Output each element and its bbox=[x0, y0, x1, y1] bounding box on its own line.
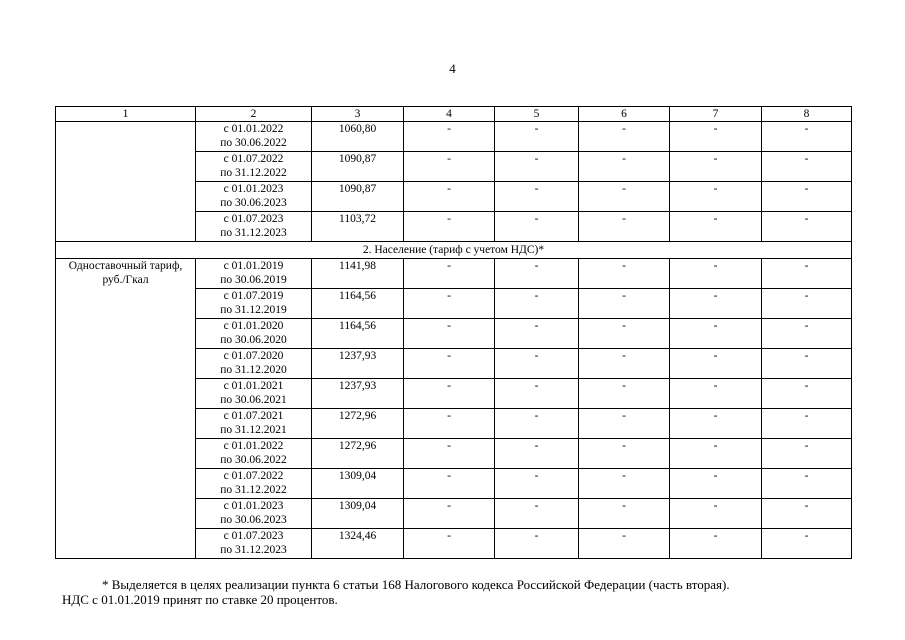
column-header-row bbox=[56, 107, 852, 122]
column-header: 1 bbox=[56, 107, 196, 122]
column-header: 4 bbox=[404, 107, 495, 122]
empty-dash-cell: - bbox=[404, 499, 495, 529]
period-from: с 01.07.2019 bbox=[223, 290, 284, 302]
period-to: по 31.12.2022 bbox=[220, 484, 287, 496]
tariff-value: 1164,56 bbox=[312, 289, 404, 319]
empty-dash-cell: - bbox=[670, 319, 762, 349]
empty-dash-cell: - bbox=[670, 289, 762, 319]
footnote-line-2: НДС с 01.01.2019 принят по ставке 20 процентов. bbox=[62, 592, 338, 607]
column-header: 2 bbox=[196, 107, 312, 122]
empty-dash-cell: - bbox=[495, 122, 579, 152]
empty-dash-cell: - bbox=[404, 212, 495, 242]
empty-dash-cell: - bbox=[495, 212, 579, 242]
empty-dash-cell: - bbox=[495, 319, 579, 349]
column-header: 8 bbox=[762, 107, 852, 122]
empty-dash-cell: - bbox=[762, 529, 852, 559]
empty-dash-cell: - bbox=[404, 289, 495, 319]
period-from: с 01.01.2019 bbox=[223, 260, 284, 272]
tariff-table bbox=[55, 106, 852, 559]
period-from: с 01.01.2020 bbox=[223, 320, 284, 332]
tariff-value: 1237,93 bbox=[312, 379, 404, 409]
period-cell bbox=[196, 212, 312, 242]
period-cell bbox=[196, 409, 312, 439]
empty-dash-cell: - bbox=[579, 529, 670, 559]
period-to: по 31.12.2019 bbox=[220, 304, 287, 316]
empty-dash-cell: - bbox=[404, 122, 495, 152]
empty-dash-cell: - bbox=[670, 499, 762, 529]
tariff-value: 1272,96 bbox=[312, 409, 404, 439]
tariff-value: 1309,04 bbox=[312, 499, 404, 529]
empty-dash-cell: - bbox=[579, 409, 670, 439]
empty-dash-cell: - bbox=[579, 182, 670, 212]
empty-dash-cell: - bbox=[495, 529, 579, 559]
period-to: по 31.12.2021 bbox=[220, 424, 287, 436]
table-body bbox=[56, 107, 852, 559]
empty-dash-cell: - bbox=[495, 409, 579, 439]
category-cell-empty bbox=[56, 122, 196, 242]
empty-dash-cell: - bbox=[404, 152, 495, 182]
empty-dash-cell: - bbox=[495, 469, 579, 499]
period-to: по 31.12.2020 bbox=[220, 364, 287, 376]
period-cell bbox=[196, 289, 312, 319]
footnote bbox=[62, 577, 852, 607]
empty-dash-cell: - bbox=[495, 182, 579, 212]
empty-dash-cell: - bbox=[579, 122, 670, 152]
period-cell bbox=[196, 379, 312, 409]
period-to: по 30.06.2022 bbox=[220, 454, 287, 466]
period-to: по 30.06.2020 bbox=[220, 334, 287, 346]
empty-dash-cell: - bbox=[762, 499, 852, 529]
footnote-line-1: * Выделяется в целях реализации пункта 6 статьи 168 Налогового кодекса Российской Федерации (часть вторая). bbox=[102, 577, 730, 592]
period-from: с 01.07.2023 bbox=[223, 530, 284, 542]
period-cell bbox=[196, 122, 312, 152]
column-header: 5 bbox=[495, 107, 579, 122]
period-from: с 01.07.2020 bbox=[223, 350, 284, 362]
tariff-value: 1090,87 bbox=[312, 152, 404, 182]
empty-dash-cell: - bbox=[762, 409, 852, 439]
period-cell bbox=[196, 349, 312, 379]
empty-dash-cell: - bbox=[670, 152, 762, 182]
tariff-value: 1272,96 bbox=[312, 439, 404, 469]
empty-dash-cell: - bbox=[762, 212, 852, 242]
period-from: с 01.01.2022 bbox=[223, 123, 284, 135]
empty-dash-cell: - bbox=[495, 349, 579, 379]
period-from: с 01.07.2021 bbox=[223, 410, 284, 422]
empty-dash-cell: - bbox=[670, 439, 762, 469]
period-cell bbox=[196, 152, 312, 182]
empty-dash-cell: - bbox=[404, 409, 495, 439]
tariff-value: 1164,56 bbox=[312, 319, 404, 349]
empty-dash-cell: - bbox=[404, 439, 495, 469]
empty-dash-cell: - bbox=[404, 182, 495, 212]
period-cell bbox=[196, 259, 312, 289]
period-from: с 01.01.2021 bbox=[223, 380, 284, 392]
empty-dash-cell: - bbox=[579, 259, 670, 289]
empty-dash-cell: - bbox=[579, 499, 670, 529]
period-to: по 31.12.2023 bbox=[220, 544, 287, 556]
empty-dash-cell: - bbox=[404, 529, 495, 559]
period-cell bbox=[196, 182, 312, 212]
period-from: с 01.01.2023 bbox=[223, 500, 284, 512]
section-header-row bbox=[56, 242, 852, 259]
empty-dash-cell: - bbox=[579, 289, 670, 319]
tariff-value: 1237,93 bbox=[312, 349, 404, 379]
empty-dash-cell: - bbox=[579, 319, 670, 349]
period-from: с 01.01.2022 bbox=[223, 440, 284, 452]
period-from: с 01.07.2023 bbox=[223, 213, 284, 225]
period-cell bbox=[196, 469, 312, 499]
empty-dash-cell: - bbox=[670, 379, 762, 409]
table-row bbox=[56, 259, 852, 289]
empty-dash-cell: - bbox=[495, 259, 579, 289]
empty-dash-cell: - bbox=[579, 212, 670, 242]
period-to: по 30.06.2022 bbox=[220, 137, 287, 149]
column-header: 6 bbox=[579, 107, 670, 122]
empty-dash-cell: - bbox=[579, 379, 670, 409]
period-from: с 01.07.2022 bbox=[223, 153, 284, 165]
empty-dash-cell: - bbox=[762, 289, 852, 319]
tariff-value: 1103,72 bbox=[312, 212, 404, 242]
empty-dash-cell: - bbox=[495, 379, 579, 409]
empty-dash-cell: - bbox=[404, 379, 495, 409]
period-cell bbox=[196, 529, 312, 559]
empty-dash-cell: - bbox=[762, 349, 852, 379]
period-to: по 30.06.2023 bbox=[220, 197, 287, 209]
empty-dash-cell: - bbox=[404, 319, 495, 349]
empty-dash-cell: - bbox=[579, 152, 670, 182]
period-to: по 30.06.2021 bbox=[220, 394, 287, 406]
empty-dash-cell: - bbox=[670, 469, 762, 499]
empty-dash-cell: - bbox=[762, 469, 852, 499]
empty-dash-cell: - bbox=[762, 122, 852, 152]
column-header: 3 bbox=[312, 107, 404, 122]
empty-dash-cell: - bbox=[762, 439, 852, 469]
period-cell bbox=[196, 319, 312, 349]
section-title: 2. Население (тариф с учетом НДС)* bbox=[56, 242, 852, 259]
empty-dash-cell: - bbox=[670, 409, 762, 439]
empty-dash-cell: - bbox=[495, 439, 579, 469]
empty-dash-cell: - bbox=[670, 212, 762, 242]
empty-dash-cell: - bbox=[579, 349, 670, 379]
empty-dash-cell: - bbox=[670, 122, 762, 152]
tariff-value: 1090,87 bbox=[312, 182, 404, 212]
empty-dash-cell: - bbox=[762, 259, 852, 289]
period-cell bbox=[196, 439, 312, 469]
page-number: 4 bbox=[449, 61, 456, 76]
empty-dash-cell: - bbox=[404, 349, 495, 379]
empty-dash-cell: - bbox=[579, 469, 670, 499]
empty-dash-cell: - bbox=[579, 439, 670, 469]
period-to: по 31.12.2023 bbox=[220, 227, 287, 239]
tariff-value: 1309,04 bbox=[312, 469, 404, 499]
period-from: с 01.07.2022 bbox=[223, 470, 284, 482]
empty-dash-cell: - bbox=[670, 349, 762, 379]
empty-dash-cell: - bbox=[762, 379, 852, 409]
empty-dash-cell: - bbox=[404, 259, 495, 289]
tariff-value: 1060,80 bbox=[312, 122, 404, 152]
empty-dash-cell: - bbox=[404, 469, 495, 499]
period-from: с 01.01.2023 bbox=[223, 183, 284, 195]
table-row bbox=[56, 122, 852, 152]
category-label: Одноставочный тариф, руб./Гкал bbox=[56, 259, 196, 559]
empty-dash-cell: - bbox=[762, 319, 852, 349]
empty-dash-cell: - bbox=[762, 182, 852, 212]
tariff-value: 1324,46 bbox=[312, 529, 404, 559]
period-to: по 30.06.2023 bbox=[220, 514, 287, 526]
column-header: 7 bbox=[670, 107, 762, 122]
empty-dash-cell: - bbox=[670, 182, 762, 212]
period-cell bbox=[196, 499, 312, 529]
empty-dash-cell: - bbox=[495, 289, 579, 319]
empty-dash-cell: - bbox=[762, 152, 852, 182]
empty-dash-cell: - bbox=[670, 259, 762, 289]
empty-dash-cell: - bbox=[670, 529, 762, 559]
tariff-value: 1141,98 bbox=[312, 259, 404, 289]
empty-dash-cell: - bbox=[495, 499, 579, 529]
empty-dash-cell: - bbox=[495, 152, 579, 182]
period-to: по 30.06.2019 bbox=[220, 274, 287, 286]
period-to: по 31.12.2022 bbox=[220, 167, 287, 179]
